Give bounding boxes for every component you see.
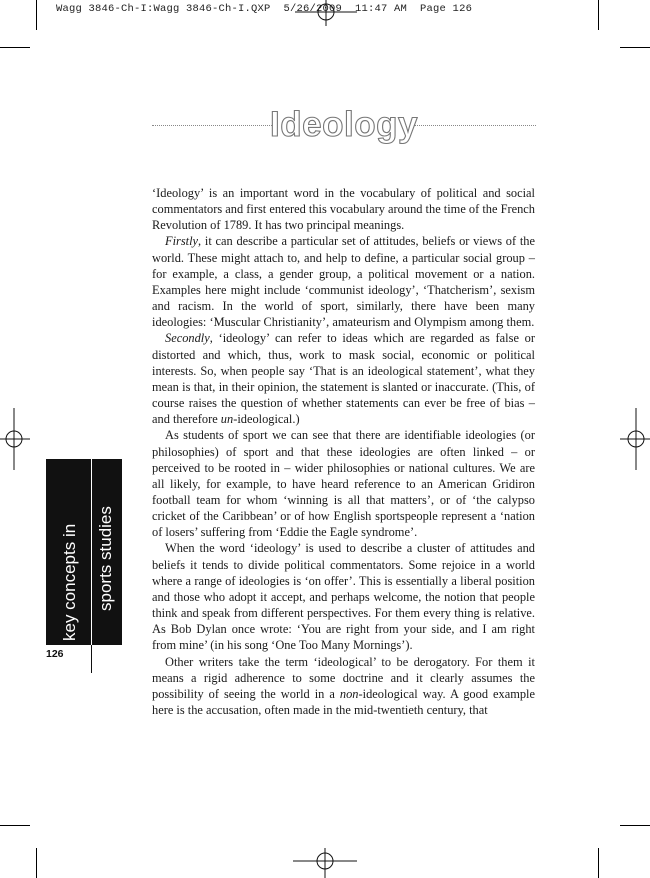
- paragraph-text: -ideological way. A good example here is the accusation, often made in the mid-twentieth century, that: [152, 686, 535, 717]
- paragraph: [152, 185, 535, 233]
- crop-mark-bottom-right-v: [598, 848, 599, 878]
- page-number-rule: [91, 645, 92, 673]
- crop-mark-bottom-left-h: [0, 825, 30, 826]
- paragraph-text: As students of sport we can see that there are identifiable ideologies (or philosophies) of sport and that these ideologies are often linked – or perceived to be rooted in – wider philosophies or national cultures. We are all likely, for example, to have heard reference to an American Gridiron football team for whom ‘winning is all that matters’, or of ‘the calypso cricket of the Caribbean’ or of how English sportspeople represent a ‘nation of losers’ suffering from ‘Eddie the Eagle syndrome’.: [152, 428, 535, 540]
- paragraph: [152, 330, 535, 427]
- crop-mark-top-left-v: [36, 0, 37, 30]
- crop-mark-bottom-left-v: [36, 848, 37, 878]
- registration-mark-left: [0, 408, 30, 470]
- side-tab-line-1: key concepts in: [60, 523, 79, 641]
- side-tab-line-2: sports studies: [96, 506, 115, 611]
- paragraph: [152, 233, 535, 330]
- paragraph-text: , it can describe a particular set of attitudes, beliefs or views of the world. These might attach to, and help to define, a particular social group – for example, a class, a gender group, a political movement or a nation. Examples here might include ‘communist ideology’, ‘Thatcherism’, sexism and racism. In the world of sport, similarly, there have been many ideologies: ‘Muscular Christianity’, amateurism and Olympism among them.: [152, 234, 535, 330]
- paragraph: [152, 540, 535, 653]
- body-text: [152, 185, 535, 718]
- page-title: Ideology: [270, 105, 418, 144]
- italic-text: non: [339, 686, 359, 701]
- paragraph-text: Other writers take the term ‘ideological’ to be derogatory. For them it means a rigid adherence to some doctrine and it clearly assumes the possibility of seeing the world in a: [152, 654, 535, 701]
- italic-text: un: [220, 412, 234, 427]
- crop-mark-bottom-right-h: [620, 825, 650, 826]
- paragraph-text: ‘Ideology’ is an important word in the vocabulary of political and social commentators and first entered this vocabulary around the time of the French Revolution of 1789. It has two principal meanings.: [152, 186, 535, 233]
- crop-mark-top-left-h: [0, 47, 30, 48]
- paragraph: [152, 654, 535, 719]
- page-number: 126: [46, 648, 64, 660]
- italic-text: Firstly: [165, 234, 199, 249]
- paragraph-text: , ‘ideology’ can refer to ideas which are regarded as false or distorted and which, thus, work to mask social, economic or political interests. So, when people say ‘That is an ideological statement’, what they mean is that, in their opinion, the statement is slanted or inaccurate. (This, of course raises the question of whether statements can ever be free of bias – and therefore: [152, 331, 535, 427]
- side-tab-divider: [91, 459, 92, 645]
- paragraph: [152, 427, 535, 540]
- crop-mark-top-right-h: [620, 47, 650, 48]
- paragraph-text: -ideological.): [233, 412, 300, 427]
- print-slug-line: Wagg 3846-Ch-I:Wagg 3846-Ch-I.QXP 5/26/2009 11:47 AM Page 126: [56, 3, 473, 15]
- italic-text: Secondly: [165, 331, 210, 346]
- crop-mark-top-right-v: [598, 0, 599, 30]
- registration-mark-top: [295, 0, 357, 26]
- registration-mark-bottom: [293, 848, 357, 878]
- chapter-heading: [152, 104, 536, 146]
- registration-mark-right: [620, 408, 650, 470]
- paragraph-text: When the word ‘ideology’ is used to describe a cluster of attitudes and beliefs it tends to divide political commentators. Some rejoice in a world where a range of ideologies is ‘on offer’. This is essentially a liberal position and those who adopt it accept, and perhaps welcome, the notion that people think and speak from different perspectives. For them every thing is relative. As Bob Dylan once wrote: ‘You are right from your side, and I am right from mine’ (in his song ‘One Too Many Mornings’).: [152, 541, 535, 653]
